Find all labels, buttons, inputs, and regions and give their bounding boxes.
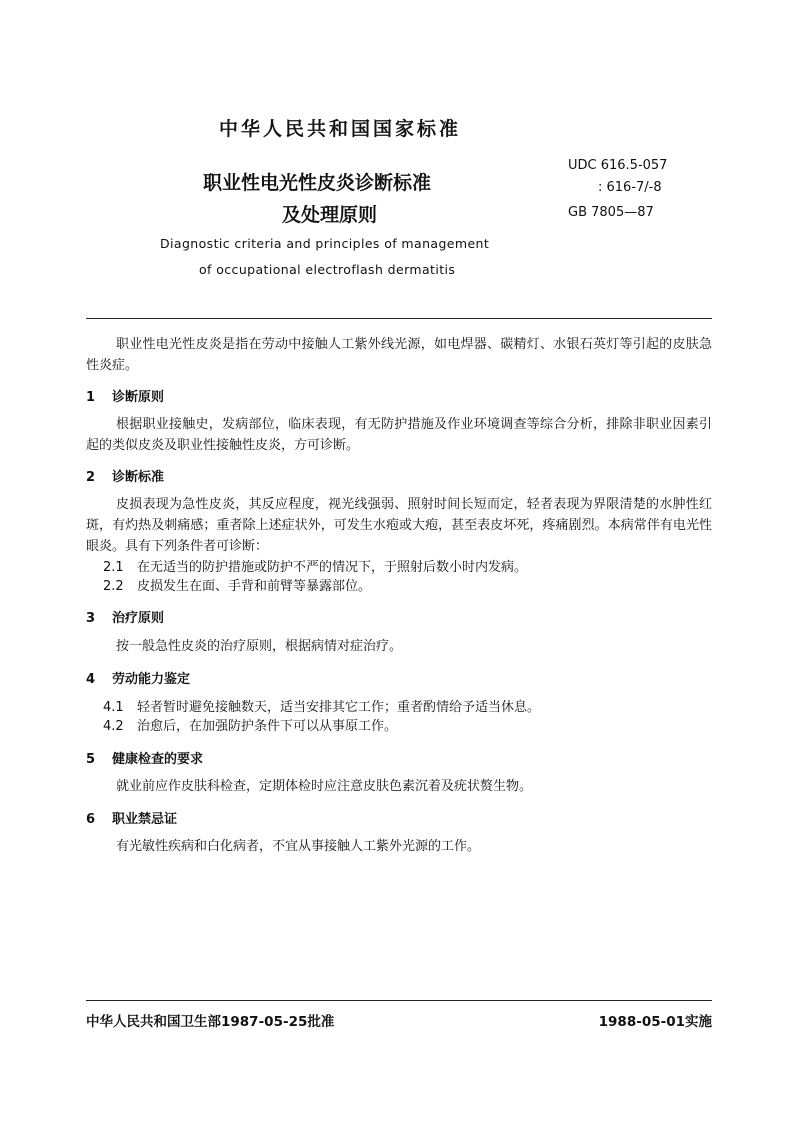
section-number: 4 (86, 672, 96, 687)
section-2-heading (86, 466, 164, 485)
footer-divider (86, 1000, 712, 1001)
udc-code-line2: : 616-7/-8 (598, 180, 662, 195)
section-6-heading (86, 808, 177, 827)
item-number: 2.1 (103, 560, 124, 575)
item-text: 治愈后，在加强防护条件下可以从事原工作。 (137, 719, 398, 734)
section-number: 6 (86, 812, 96, 827)
section-number: 1 (86, 390, 96, 405)
intro-paragraph: 职业性电光性皮炎是指在劳动中接触人工紫外线光源，如电焊器、碳精灯、水银石英灯等引起的皮肤急性炎症。 (86, 337, 712, 373)
section-6-paragraph: 有光敏性疾病和白化病者，不宜从事接触人工紫外光源的工作。 (116, 839, 481, 854)
approval-line: 中华人民共和国卫生部1987-05-25批准 (86, 1014, 335, 1030)
section-title: 劳动能力鉴定 (112, 672, 191, 687)
list-item-4-1 (103, 697, 540, 718)
item-text: 皮损发生在面、手背和前臂等暴露部位。 (137, 579, 372, 594)
section-3-paragraph: 按一般急性皮炎的治疗原则，根据病情对症治疗。 (116, 639, 403, 654)
section-5-heading (86, 748, 203, 767)
section-1-paragraph: 根据职业接触史，发病部位，临床表现，有无防护措施及作业环境调查等综合分析，排除非职业因素引起的类似皮炎及职业性接触性皮炎，方可诊断。 (86, 417, 712, 453)
header-divider (86, 318, 712, 319)
section-4-heading (86, 668, 190, 687)
item-text: 在无适当的防护措施或防护不严的情况下，于照射后数小时内发病。 (137, 560, 528, 575)
effective-date-line: 1988-05-01实施 (598, 1014, 712, 1030)
section-title: 治疗原则 (112, 611, 165, 626)
item-text: 轻者暂时避免接触数天，适当安排其它工作；重者酌情给予适当休息。 (137, 700, 541, 715)
section-title: 诊断原则 (112, 390, 165, 405)
section-title: 职业禁忌证 (112, 812, 178, 827)
list-item-4-2 (103, 716, 397, 737)
national-standard-heading: 中华人民共和国国家标准 (218, 118, 461, 140)
section-5-paragraph: 就业前应作皮肤科检查，定期体检时应注意皮肤色素沉着及疣状赘生物。 (116, 779, 533, 794)
document-title-line2: 及处理原则 (282, 204, 378, 226)
english-title-line2: of occupational electroflash dermatitis (199, 262, 456, 277)
list-item-2-2 (103, 576, 371, 597)
section-2-paragraph: 皮损表现为急性皮炎，其反应程度，视光线强弱、照射时间长短而定，轻者表现为界限清楚的水肿性红斑，有灼热及刺痛感；重者除上述症状外，可发生水疱或大疱，甚至表皮坏死，疼痛剧烈。本病常伴有电光性眼炎。具有下列条件者可诊断： (86, 497, 712, 554)
udc-code-line1: UDC 616.5-057 (568, 158, 668, 173)
document-title-line1: 职业性电光性皮炎诊断标准 (203, 172, 432, 194)
item-number: 4.2 (103, 719, 124, 734)
section-3-heading (86, 607, 164, 626)
list-item-2-1 (103, 557, 527, 578)
item-number: 2.2 (103, 579, 124, 594)
section-title: 健康检查的要求 (112, 752, 204, 767)
section-title: 诊断标准 (112, 470, 165, 485)
section-number: 5 (86, 752, 96, 767)
item-number: 4.1 (103, 700, 124, 715)
section-number: 2 (86, 470, 96, 485)
section-number: 3 (86, 611, 96, 626)
section-1-heading (86, 386, 164, 405)
english-title-line1: Diagnostic criteria and principles of management (160, 236, 490, 251)
gb-code: GB 7805—87 (568, 205, 654, 220)
